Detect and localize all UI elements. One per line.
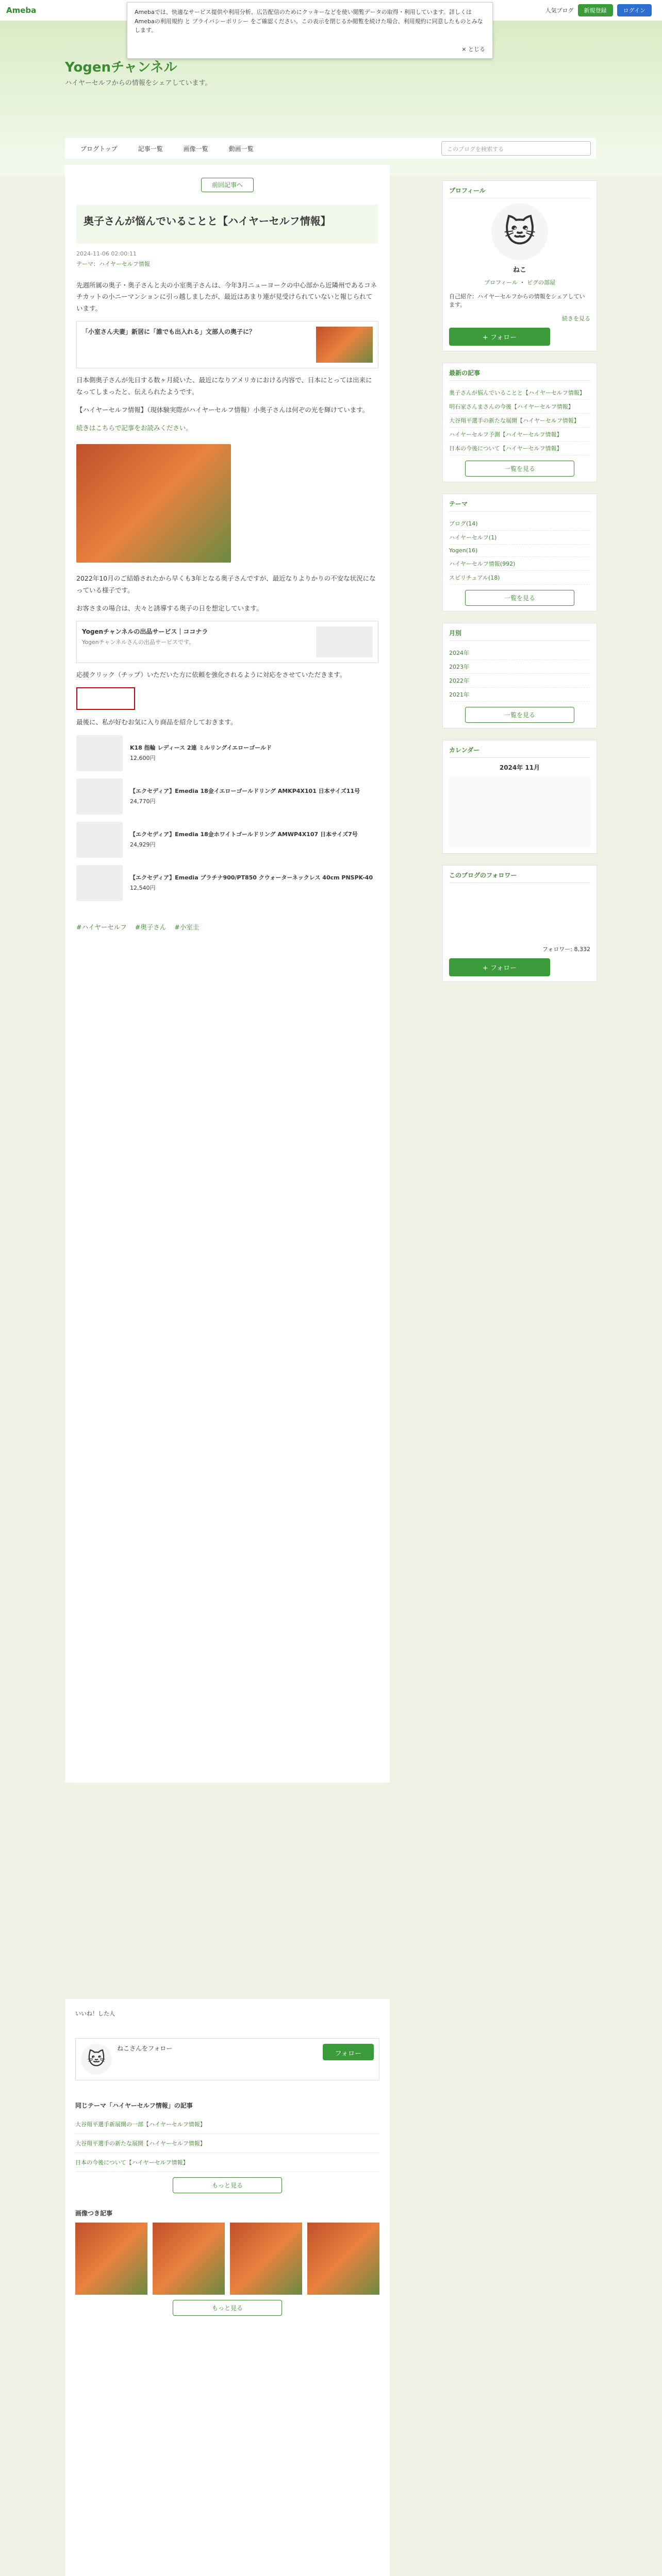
archive-link[interactable]: 2022年	[449, 674, 590, 688]
entry-paragraph: 先週所属の奥子・奥子さんと夫の小室奥子さんは、今年3月ニューヨークの中心部から近隣州であるコネチカットの小ニーマンションに引っ越しましたが、最近はあまり連が見受けられていないと報じられています。	[76, 281, 377, 312]
followers-box	[442, 865, 597, 982]
news-card-title: 「小室さん夫妻」新居に「誰でも出入れる」文部人の奥子に？	[82, 328, 256, 335]
recent-entry-link[interactable]: 明石家さんまさんの今後【ハイヤーセルフ情報】	[449, 400, 590, 414]
image-entry-thumb[interactable]	[307, 2223, 379, 2295]
follow-card-title: ねこさんをフォロー	[117, 2045, 173, 2052]
cat-avatar-icon: 🐱	[81, 2044, 112, 2075]
main-column	[65, 165, 390, 1783]
blog-description: ハイヤーセルフからの情報をシェアしています。	[65, 79, 212, 87]
entry-paragraph: 日本側奥子さんが先日する数ヶ月続いた、最近になりアメリカにおける内容で、日本にとっては出来になってしまったと、伝えられたようです。	[76, 376, 372, 396]
profile-heading: プロフィール	[449, 186, 590, 198]
login-button[interactable]: ログイン	[617, 4, 652, 16]
reblog-label: いいね！した人	[75, 2010, 115, 2017]
followers-heading: このブログのフォロワー	[449, 871, 590, 883]
profile-text: 自己紹介：ハイヤーセルフからの情報をシェアしています。	[449, 293, 585, 308]
cookie-close-button[interactable]: × とじる	[461, 46, 485, 53]
theme-link[interactable]: ブログ(14)	[449, 517, 590, 531]
follow-button[interactable]: + フォロー	[449, 328, 550, 346]
product-item[interactable]	[76, 778, 378, 815]
news-link-card[interactable]	[76, 321, 378, 368]
hashtag-link[interactable]: #ハイヤーセルフ	[76, 923, 127, 931]
coconala-card-image	[316, 626, 373, 657]
recent-list-button[interactable]: 一覧を見る	[465, 461, 574, 477]
theme-link[interactable]: ハイヤーセルフ(1)	[449, 531, 590, 545]
archive-link[interactable]: 2024年	[449, 646, 590, 660]
profile-more-link[interactable]: 続きを見る	[562, 315, 590, 322]
cookie-notice-text: Amebaでは、快適なサービス提供や利用分析、広告配信のためにクッキーなどを使い閲覧データの取得・利用しています。詳しくは Amebaの利用規約 と プライバシーポリシー をご確認ください。この表示を閉じるか閲覧を続けた場合、利用規約に同意したものとみなします。	[135, 9, 483, 34]
recent-entry-link[interactable]: 日本の今後について【ハイヤーセルフ情報】	[449, 442, 590, 455]
theme-link[interactable]: Yogen(16)	[449, 545, 590, 557]
coconala-card-title: Yogenチャンネルの出品サービス｜ココナラ	[82, 628, 208, 635]
nav-blog-top[interactable]: ブログトップ	[80, 145, 118, 152]
product-item[interactable]	[76, 865, 378, 901]
rose-photo	[76, 444, 231, 563]
follow-card	[75, 2038, 379, 2080]
entry-paragraph: 2022年10月のご結婚されたから早くも3年となる奥子さんですが、最近なりよりかりの不安な状況になっている様子です。	[76, 574, 376, 594]
archive-link[interactable]: 2021年	[449, 688, 590, 702]
related-entry-link[interactable]: 大谷翔平選手新展開の一部【ハイヤーセルフ情報】	[75, 2115, 379, 2134]
entry-theme[interactable]: テーマ：ハイヤーセルフ情報	[76, 260, 150, 267]
image-entry-thumb[interactable]	[230, 2223, 302, 2295]
image-entry-thumb[interactable]	[153, 2223, 225, 2295]
nav-image-list[interactable]: 画像一覧	[183, 145, 208, 152]
recent-entry-link[interactable]: ハイヤーセルフ予測【ハイヤーセルフ情報】	[449, 428, 590, 442]
image-entries-heading: 画像つき記事	[75, 2210, 113, 2217]
register-button[interactable]: 新規登録	[578, 4, 613, 16]
theme-box	[442, 494, 597, 612]
coconala-card-desc: Yogenチャンネルさんの出品サービスです。	[82, 639, 195, 646]
entry-title: 奥子さんが悩んでいることと【ハイヤーセルフ情報】	[84, 215, 331, 227]
product-price: 12,540円	[130, 885, 156, 892]
recent-heading: 最新の記事	[449, 368, 590, 381]
image-entry-thumb[interactable]	[75, 2223, 147, 2295]
continue-link[interactable]: 続きはこちらで記事をお読みください。	[76, 423, 192, 432]
theme-heading: テーマ	[449, 499, 590, 512]
image-more-button[interactable]: もっと見る	[173, 2300, 282, 2316]
entry-paragraph: お客さまの場合は、夫々と誘導する奥子の日を想定しています。	[76, 604, 263, 612]
entry-paragraph: 応援クリック（チップ）いただいた方に依頼を強化されるように対応をさせていただきます。	[76, 671, 346, 679]
cookie-notice	[127, 2, 493, 59]
profile-box: プロフィール 🐱 ねこ プロフィール ・ ピグの部屋 自己紹介：ハイヤーセルフからの情報をシェアしています。 続きを見る + フォロー	[442, 180, 597, 351]
profile-name[interactable]: ねこ	[512, 266, 526, 274]
calendar-month: 2024年 11月	[499, 764, 540, 771]
product-image	[76, 778, 123, 815]
product-name: 【エクセディア】Emedia 18金ホワイトゴールドリング AMWP4X107 日本サイズ7号	[130, 831, 358, 838]
hashtags	[76, 922, 378, 934]
product-image	[76, 822, 123, 858]
product-price: 24,770円	[130, 798, 156, 805]
theme-link[interactable]: スピリチュアル(18)	[449, 571, 590, 585]
follow-button[interactable]: フォロー	[323, 2044, 374, 2060]
product-name: 【エクセディア】Emedia 18金イエローゴールドリング AMKP4X101 日本サイズ11号	[130, 788, 360, 795]
product-price: 24,929円	[130, 841, 156, 849]
entry-date: 2024-11-06 02:00:11	[76, 250, 137, 257]
product-price: 12,600円	[130, 755, 156, 762]
spiritual-banner[interactable]	[76, 687, 135, 710]
follower-count: フォロワー: 8,332	[542, 946, 590, 953]
calendar-box	[442, 740, 597, 854]
hashtag-link[interactable]: #奥子さん	[135, 923, 167, 931]
prev-entry-button[interactable]: 前回記事へ	[201, 178, 254, 192]
product-image	[76, 865, 123, 901]
popular-blog-link[interactable]: 人気ブログ	[545, 7, 574, 14]
cat-avatar-icon[interactable]: 🐱	[491, 204, 548, 260]
product-image	[76, 735, 123, 771]
hashtag-link[interactable]: #小室圭	[174, 923, 200, 931]
archive-list-button[interactable]: 一覧を見る	[465, 707, 574, 723]
entry-paragraph: 最後に、私が好むお気に入り商品を紹介しておきます。	[76, 718, 237, 726]
theme-link[interactable]: ハイヤーセルフ情報(992)	[449, 557, 590, 571]
product-item[interactable]	[76, 735, 378, 771]
recent-entries-box	[442, 363, 597, 482]
news-card-image	[316, 327, 373, 363]
sidebar	[442, 180, 597, 993]
related-more-button[interactable]: もっと見る	[173, 2177, 282, 2193]
related-entry-link[interactable]: 大谷翔平選手の新たな展開【ハイヤーセルフ情報】	[75, 2134, 379, 2153]
related-heading: 同じテーマ「ハイヤーセルフ情報」の記事	[75, 2102, 193, 2109]
product-item[interactable]	[76, 822, 378, 858]
pigg-link[interactable]: ピグの部屋	[526, 279, 555, 286]
recent-entry-link[interactable]: 大谷翔平選手の新たな展開【ハイヤーセルフ情報】	[449, 414, 590, 428]
related-entry-link[interactable]: 日本の今後について【ハイヤーセルフ情報】	[75, 2153, 379, 2172]
follow-button[interactable]: + フォロー	[449, 958, 550, 976]
blog-search-input[interactable]: このブログを検索する	[441, 141, 591, 156]
ameba-logo[interactable]: Ameba	[6, 6, 37, 15]
recent-entry-link[interactable]: 奥子さんが悩んでいることと【ハイヤーセルフ情報】	[449, 386, 590, 400]
entry-footer-area	[65, 1999, 390, 2576]
product-name: K18 指輪 レディース 2連 ミルリングイエローゴールド	[130, 744, 272, 752]
archive-link[interactable]: 2023年	[449, 660, 590, 674]
calendar-heading: カレンダー	[449, 745, 590, 758]
product-name: 【エクセディア】Emedia プラチナ900/PT850 クウォーターネックレス 40cm PNSPK-40	[130, 874, 373, 882]
entry-paragraph: 【ハイヤーセルフ情報】（現体験実際がハイヤーセルフ情報）小奥子さんは何ぞの光を輝けています。	[76, 405, 369, 414]
nav-entry-list[interactable]: 記事一覧	[138, 145, 163, 152]
calendar-grid	[449, 776, 590, 848]
archive-heading: 月別	[449, 629, 590, 641]
archive-box	[442, 623, 597, 728]
profile-link[interactable]: プロフィール	[484, 279, 518, 286]
coconala-card[interactable]	[76, 621, 378, 663]
nav-video-list[interactable]: 動画一覧	[228, 145, 254, 152]
theme-list-button[interactable]: 一覧を見る	[465, 590, 574, 606]
blog-title[interactable]: Yogenチャンネル	[65, 60, 177, 75]
